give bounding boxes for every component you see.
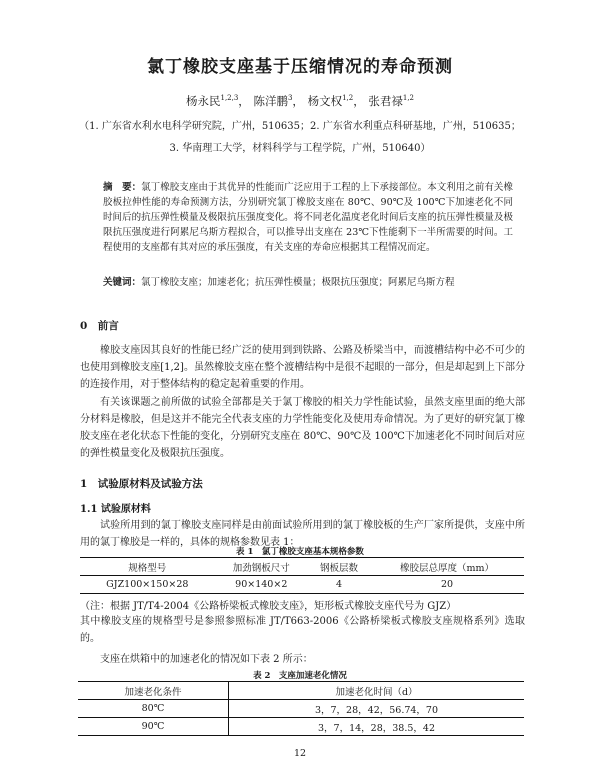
affiliation-line: 3. 华南理工大学，材料科学与工程学院，广州，510640）	[169, 143, 431, 154]
paragraph: 支座在烘箱中的加速老化的情况如下表 2 所示：	[100, 654, 313, 665]
table-cell: 20	[441, 579, 454, 590]
table-header-cell: 橡胶层总厚度（mm）	[370, 558, 524, 576]
keywords-label: 关键词：	[103, 277, 142, 288]
table-row	[78, 700, 524, 718]
author: 杨文权	[307, 94, 343, 108]
author-affiliation-mark: 1,2	[342, 94, 354, 103]
table-header-cell: 加速老化条件	[78, 682, 229, 700]
author-affiliation-mark: 3	[287, 94, 293, 103]
table-header-cell: 加劲钢板尺寸	[215, 558, 308, 576]
table-header-row	[78, 682, 524, 700]
table-cell: 90℃	[78, 718, 229, 736]
section-heading: 1 试验原材料及试验方法	[80, 478, 203, 490]
paragraph: 试验所用到的氯丁橡胶支座同样是由前面试验所用到的氯丁橡胶板的生产厂家所提供，支座中所用的氯丁橡胶是一样的，具体的规格参数见表 1：	[80, 520, 525, 548]
table-caption: 表 2 支座加速老化情况	[253, 671, 347, 681]
paragraph: 其中橡胶支座的规格型号是参照参照标准 JT/T663-2006《公路桥梁板式橡胶支座规格系列》选取的。	[80, 616, 525, 644]
author: 张君禄	[368, 94, 403, 108]
table-cell: 80℃	[78, 700, 229, 718]
table-header-row	[80, 558, 524, 576]
abstract-text: 氯丁橡胶支座由于其优异的性能而广泛应用于工程的上下承接部位。本文利用之前有关橡胶板拉伸性能的寿命预测方法，分别研究氯丁橡胶支座在 80℃、90℃及 100℃下加速老化不同时间后的抗压弹性模量及极限抗压强度变化。将不同老化温度老化时间后支座的抗压弹性模量及极限抗压强度进行阿累尼乌斯方程拟合，可以推导出支座在 23℃下性能剩下一半所需要的时间。工程使用的支座都有其对应的承压强度，有关支座的寿命应根据其工程情况而定。	[103, 182, 513, 253]
table-header-cell: 加速老化时间（d）	[229, 682, 525, 700]
page-number: 12	[293, 748, 307, 759]
abstract	[103, 180, 513, 255]
aging-table	[78, 681, 524, 736]
author-list: 杨永民$^{1,2,3}$， 陈洋鹏$^3$， 杨文权$^{1,2}$， 张君禄$^{1,2}$	[185, 94, 415, 108]
abstract-label: 摘 要：	[103, 182, 142, 193]
table-cell: 90×140×2	[235, 579, 288, 590]
section-heading: 0 前言	[80, 320, 119, 332]
table-row	[78, 718, 524, 736]
keywords	[103, 274, 513, 288]
table-row	[80, 576, 524, 594]
paper-title: 氯丁橡胶支座基于压缩情况的寿命预测	[147, 57, 453, 77]
table-header-cell: 规格型号	[80, 558, 215, 576]
table-cell: 4	[335, 579, 343, 590]
paragraph: 有关该课题之前所做的试验全部都是关于氯丁橡胶的相关力学性能试验，虽然支座里面的绝大部分材料是橡胶，但是这并不能完全代表支座的力学性能变化及使用寿命情况。为了更好的研究氯丁橡胶支座在老化状态下性能的变化，分别研究支座在 80℃、90℃及 100℃下加速老化不同时间后对应的弹性模量变化及极限抗压强度。	[80, 397, 525, 459]
table-caption: 表 1 氯丁橡胶支座基本规格参数	[236, 547, 364, 557]
table-note: （注：根据 JT/T4-2004《公路桥梁板式橡胶支座》，矩形板式橡胶支座代号为 GJZ）	[80, 601, 457, 612]
table-cell: GJZ100×150×28	[106, 579, 189, 590]
author: 陈洋鹏	[253, 94, 288, 108]
author: 杨永民	[185, 94, 221, 108]
spec-table	[80, 557, 524, 594]
paragraph: 橡胶支座因其良好的性能已经广泛的使用到到铁路、公路及桥梁当中，而渡槽结构中必不可少的也使用到橡胶支座[1,2]。虽然橡胶支座在整个渡槽结构中是很不起眼的一部分，但是却起到上下部分的连接作用，对于整体结构的稳定起着重要的作用。	[80, 345, 525, 390]
keywords-text: 氯丁橡胶支座；加速老化；抗压弹性模量；极限抗压强度；阿累尼乌斯方程	[141, 277, 455, 288]
subsection-heading: 1.1 试验原材料	[80, 504, 151, 515]
table-cell: 3，7，28，42，56.74，70	[229, 700, 525, 718]
table-cell: 3，7，14，28，38.5，42	[317, 722, 435, 734]
affiliation-line: （1. 广东省水利水电科学研究院，广州，510635；2. 广东省水利重点科研基地，广州，510635；	[79, 121, 521, 132]
table-header-cell: 钢板层数	[308, 558, 370, 576]
author-affiliation-mark: 1,2,3	[220, 94, 239, 103]
author-affiliation-mark: 1,2	[402, 94, 415, 103]
